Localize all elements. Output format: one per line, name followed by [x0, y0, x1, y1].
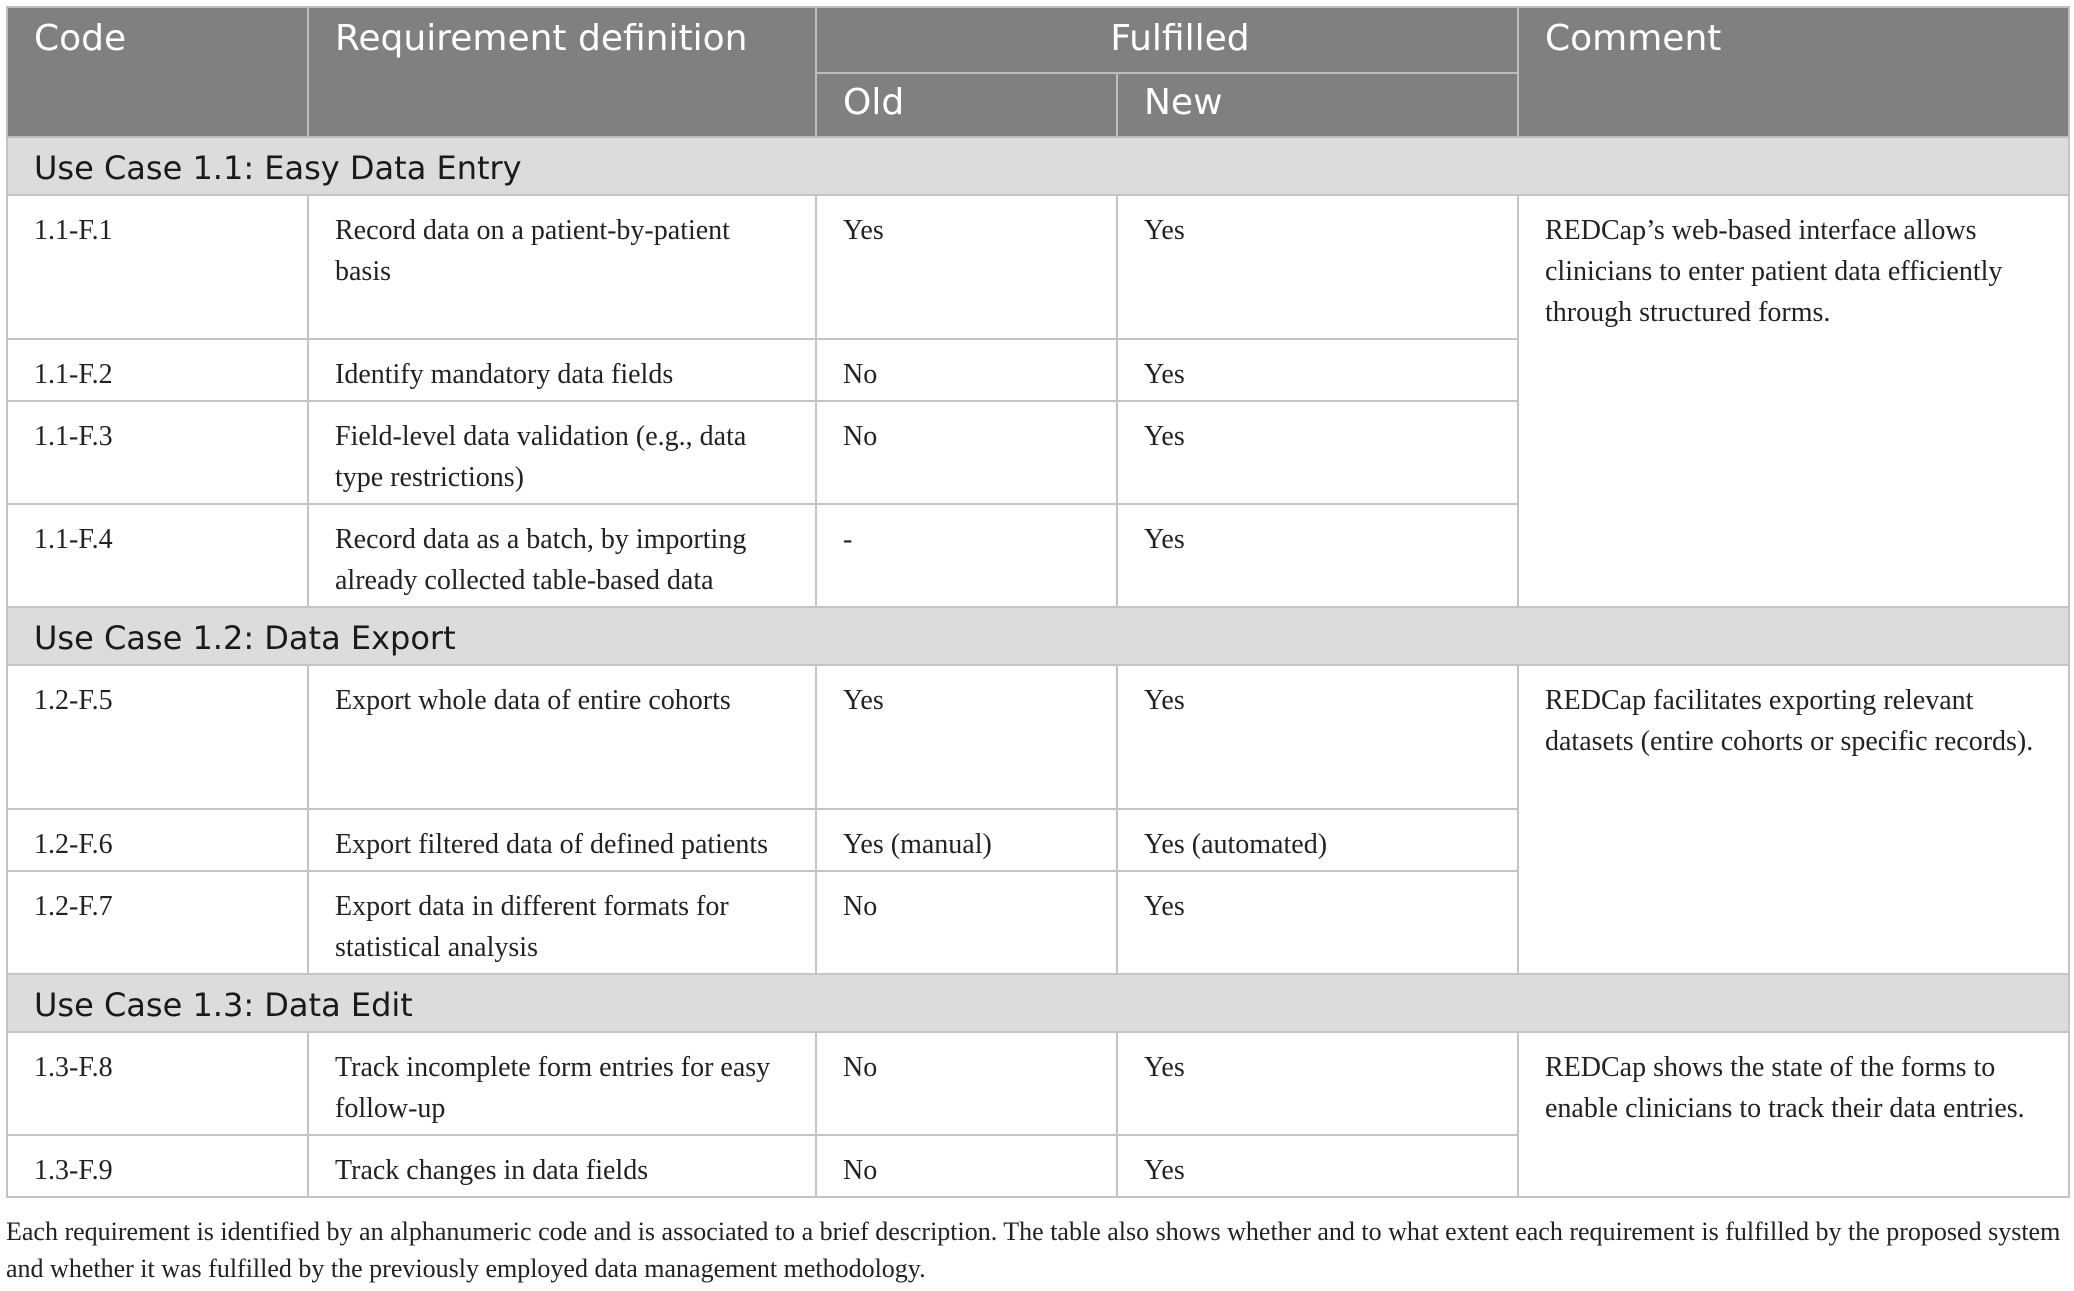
section-title: Use Case 1.2: Data Export — [7, 607, 2069, 665]
header-old: Old — [816, 73, 1117, 137]
row-new: Yes — [1117, 871, 1518, 974]
table-row — [7, 665, 2069, 809]
row-old: No — [816, 1032, 1117, 1135]
row-new: Yes — [1117, 195, 1518, 339]
row-definition: Export data in different formats for statistical analysis — [308, 871, 816, 974]
row-code: 1.1-F.4 — [7, 504, 308, 607]
row-new: Yes (automated) — [1117, 809, 1518, 871]
row-code: 1.1-F.2 — [7, 339, 308, 401]
row-code: 1.1-F.1 — [7, 195, 308, 339]
row-new: Yes — [1117, 504, 1518, 607]
header-code: Code — [7, 7, 308, 137]
row-new: Yes — [1117, 401, 1518, 504]
table-row — [7, 1032, 2069, 1135]
row-new: Yes — [1117, 665, 1518, 809]
section-comment: REDCap shows the state of the forms to enable clinicians to track their data entries. — [1518, 1032, 2069, 1197]
row-definition: Record data as a batch, by importing already collected table-based data — [308, 504, 816, 607]
row-old: Yes — [816, 195, 1117, 339]
section-title: Use Case 1.1: Easy Data Entry — [7, 137, 2069, 195]
row-old: No — [816, 339, 1117, 401]
section-comment: REDCap facilitates exporting relevant datasets (entire cohorts or specific records). — [1518, 665, 2069, 974]
row-old: - — [816, 504, 1117, 607]
table-caption: Each requirement is identified by an alphanumeric code and is associated to a brief description. The table also shows whether and to what extent each requirement is fulfilled by the proposed system and whether it was fulfilled by the previously employed data management methodology. — [6, 1217, 2061, 1283]
requirements-table-wrapper — [6, 6, 2068, 1198]
row-definition: Export whole data of entire cohorts — [308, 665, 816, 809]
table-header — [7, 7, 2069, 137]
row-definition: Track incomplete form entries for easy follow-up — [308, 1032, 816, 1135]
row-code: 1.2-F.5 — [7, 665, 308, 809]
row-new: Yes — [1117, 339, 1518, 401]
header-requirement: Requirement definition — [308, 7, 816, 137]
row-code: 1.2-F.6 — [7, 809, 308, 871]
row-old: Yes (manual) — [816, 809, 1117, 871]
row-old: Yes — [816, 665, 1117, 809]
header-comment: Comment — [1518, 7, 2069, 137]
row-new: Yes — [1117, 1032, 1518, 1135]
header-fulfilled: Fulfilled — [816, 7, 1518, 73]
row-definition: Export filtered data of defined patients — [308, 809, 816, 871]
table-body — [7, 137, 2069, 1197]
header-new: New — [1117, 73, 1518, 137]
row-old: No — [816, 1135, 1117, 1197]
row-definition: Identify mandatory data fields — [308, 339, 816, 401]
requirements-table — [6, 6, 2070, 1198]
row-definition: Field-level data validation (e.g., data type restrictions) — [308, 401, 816, 504]
row-code: 1.3-F.9 — [7, 1135, 308, 1197]
row-old: No — [816, 871, 1117, 974]
row-definition: Track changes in data fields — [308, 1135, 816, 1197]
row-definition: Record data on a patient-by-patient basis — [308, 195, 816, 339]
table-row — [7, 195, 2069, 339]
section-comment: REDCap’s web-based interface allows clinicians to enter patient data efficiently through structured forms. — [1518, 195, 2069, 607]
section-title: Use Case 1.3: Data Edit — [7, 974, 2069, 1032]
row-new: Yes — [1117, 1135, 1518, 1197]
row-old: No — [816, 401, 1117, 504]
row-code: 1.3-F.8 — [7, 1032, 308, 1135]
row-code: 1.1-F.3 — [7, 401, 308, 504]
row-code: 1.2-F.7 — [7, 871, 308, 974]
